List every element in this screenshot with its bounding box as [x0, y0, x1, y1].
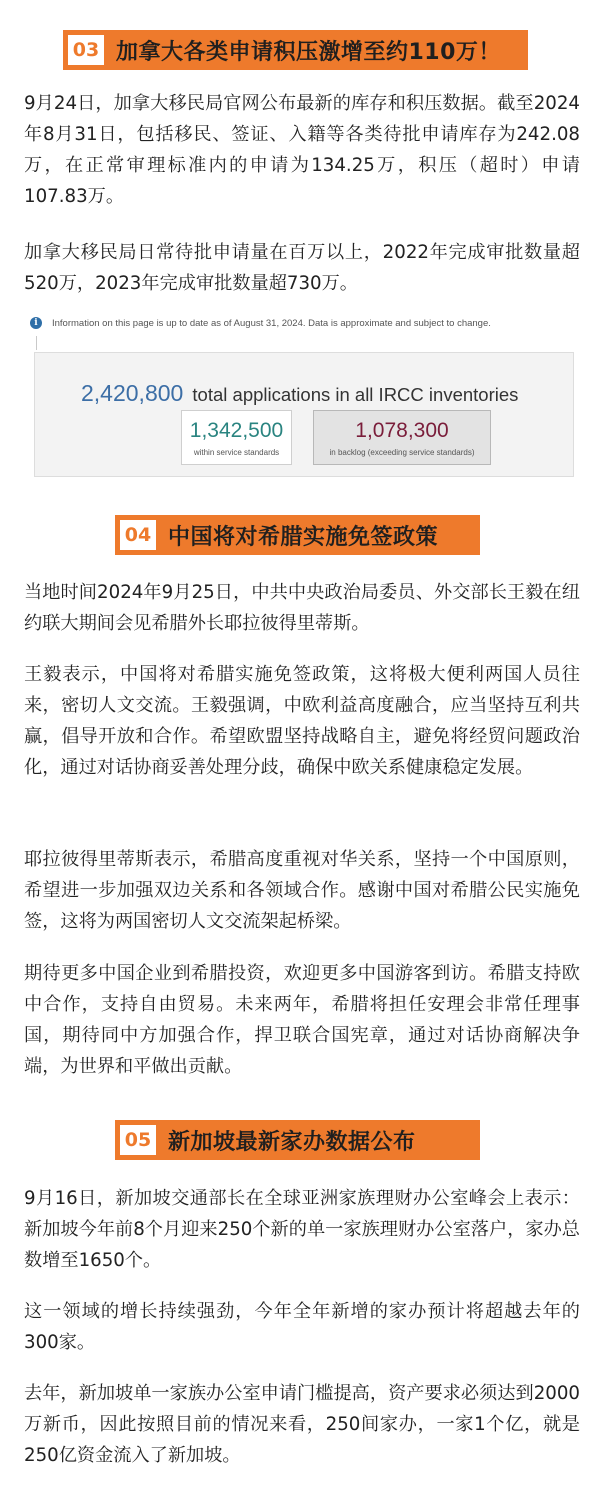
section-05-paragraph-1: 9月16日，新加坡交通部长在全球亚洲家族理财办公室峰会上表示：新加坡今年前8个月迎来250个新的单一家族理财办公室落户，家办总数增至1650个。 — [24, 1188, 580, 1271]
section-03-number: 03 — [68, 35, 104, 65]
ircc-total-value: 2,420,800 — [81, 380, 184, 406]
ircc-within-value: 1,342,500 — [189, 419, 284, 442]
section-04-title: 中国将对希腊实施免签政策 — [168, 524, 439, 550]
ircc-inventory-panel — [34, 352, 574, 477]
ircc-backlog-label: in backlog (exceeding service standards) — [329, 448, 475, 457]
ircc-note-divider — [36, 336, 37, 350]
section-03-header — [0, 30, 600, 70]
section-03-paragraph-2: 加拿大移民局日常待批申请量在百万以上，2022年完成审批数量超520万，2023年完成审批数量超730万。 — [24, 242, 580, 294]
section-05-paragraph-3: 去年，新加坡单一家族办公室申请门槛提高，资产要求必须达到2000万新币，因此按照目前的情况来看，250间家办，一家1个亿，就是250亿资金流入了新加坡。 — [24, 1383, 580, 1466]
section-04-paragraph-3: 耶拉彼得里蒂斯表示，希腊高度重视对华关系，坚持一个中国原则，希望进一步加强双边关系和各领域合作。感谢中国对希腊公民实施免签，这将为两国密切人文交流架起桥梁。 — [24, 849, 580, 932]
section-05-number: 05 — [120, 1125, 156, 1155]
section-04-banner — [115, 515, 480, 555]
ircc-backlog-value: 1,078,300 — [355, 419, 449, 442]
section-05-title: 新加坡最新家办数据公布 — [168, 1129, 416, 1155]
section-03-title: 加拿大各类申请积压激增至约110万！ — [116, 39, 501, 65]
section-04-header — [0, 515, 600, 555]
ircc-note-text: Information on this page is up to date as of August 31, 2024. Data is approximate and subject to change. — [52, 317, 491, 329]
section-04-paragraph-1: 当地时间2024年9月25日，中共中央政治局委员、外交部长王毅在纽约联大期间会见希腊外长耶拉彼得里蒂斯。 — [24, 582, 580, 634]
ircc-total — [81, 380, 518, 407]
section-04-number: 04 — [120, 520, 156, 550]
ircc-total-label: total applications in all IRCC inventories — [192, 384, 519, 405]
section-03-paragraph-1: 9月24日，加拿大移民局官网公布最新的库存和积压数据。截至2024年8月31日，包括移民、签证、入籍等各类待批申请库存为242.08万，在正常审理标准内的申请为134.25万，积压（超时）申请107.83万。 — [24, 93, 580, 207]
section-05-banner — [115, 1120, 480, 1160]
ircc-update-note — [30, 312, 580, 334]
section-05-header — [0, 1120, 600, 1160]
ircc-backlog-card — [313, 410, 491, 465]
info-circle-icon: i — [30, 317, 42, 329]
ircc-within-standards-card — [181, 410, 292, 465]
ircc-within-label: within service standards — [193, 448, 280, 457]
section-04-paragraph-4: 期待更多中国企业到希腊投资，欢迎更多中国游客到访。希腊支持欧中合作，支持自由贸易。未来两年，希腊将担任安理会非常任理事国，期待同中方加强合作，捍卫联合国宪章，通过对话协商解决争端，为世界和平做出贡献。 — [24, 963, 580, 1077]
section-04-paragraph-2: 王毅表示，中国将对希腊实施免签政策，这将极大便利两国人员往来，密切人文交流。王毅强调，中欧利益高度融合，应当坚持互利共赢，倡导开放和合作。希望欧盟坚持战略自主，避免将经贸问题政治化，通过对话协商妥善处理分歧，确保中欧关系健康稳定发展。 — [24, 664, 580, 778]
section-05-paragraph-2: 这一领域的增长持续强劲，今年全年新增的家办预计将超越去年的300家。 — [24, 1301, 580, 1353]
section-03-banner — [63, 30, 528, 70]
